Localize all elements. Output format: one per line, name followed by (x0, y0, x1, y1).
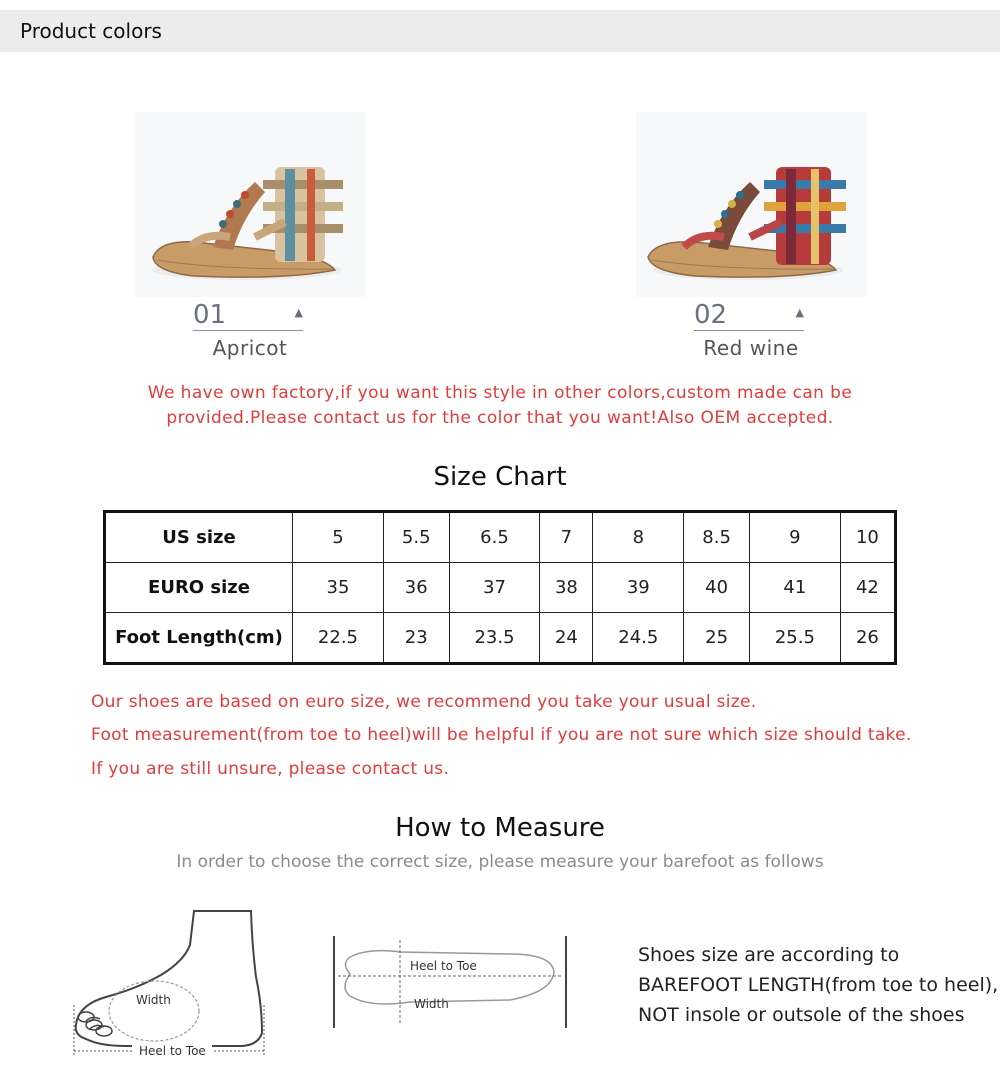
triangle-up-icon: ▲ (294, 306, 303, 319)
table-cell: 36 (383, 563, 449, 613)
table-cell: 6.5 (449, 512, 540, 563)
table-cell: 23 (383, 613, 449, 664)
table-cell: 7 (540, 512, 593, 563)
row-header: Foot Length(cm) (105, 613, 293, 664)
table-cell: 22.5 (293, 613, 384, 664)
note-line: Shoes size are according to (638, 944, 900, 966)
table-cell: 9 (749, 512, 840, 563)
product-number-text: 02 (694, 300, 728, 330)
table-cell: 37 (449, 563, 540, 613)
table-cell: 42 (840, 563, 895, 613)
how-to-measure-subtitle: In order to choose the correct size, please measure your barefoot as follows (176, 852, 824, 872)
table-row (105, 613, 896, 664)
how-to-measure-title: How to Measure (395, 813, 605, 843)
table-cell: 10 (840, 512, 895, 563)
size-note: Our shoes are based on euro size, we recommend you take your usual size. (91, 692, 757, 712)
table-cell: 38 (540, 563, 593, 613)
table-cell: 5.5 (383, 512, 449, 563)
product-name: Apricot (212, 336, 288, 360)
factory-note-line: We have own factory,if you want this style in other colors,custom made can be (147, 383, 853, 403)
table-cell: 35 (293, 563, 384, 613)
product-card-red-wine[interactable] (636, 112, 866, 360)
row-header: US size (105, 512, 293, 563)
product-card-apricot[interactable] (135, 112, 365, 360)
factory-note (100, 381, 900, 431)
table-cell: 39 (593, 563, 684, 613)
table-cell: 23.5 (449, 613, 540, 664)
table-cell: 40 (684, 563, 750, 613)
width-label: Width (136, 993, 171, 1007)
table-cell: 8 (593, 512, 684, 563)
size-note: Foot measurement(from toe to heel)will be helpful if you are not sure which size should take. (91, 725, 912, 745)
foot-top-diagram (330, 932, 570, 1032)
foot-side-diagram (66, 905, 276, 1065)
product-number-text: 01 (193, 300, 227, 330)
table-cell: 8.5 (684, 512, 750, 563)
page-title: Product colors (20, 19, 162, 43)
table-cell: 5 (293, 512, 384, 563)
size-chart-table (103, 510, 897, 665)
table-row (105, 563, 896, 613)
table-cell: 26 (840, 613, 895, 664)
table-row (105, 512, 896, 563)
product-number (193, 300, 303, 331)
table-cell: 25.5 (749, 613, 840, 664)
row-header: EURO size (105, 563, 293, 613)
sandal-image-apricot (135, 112, 365, 297)
size-chart-title: Size Chart (433, 462, 567, 492)
note-line: NOT insole or outsole of the shoes (638, 1004, 965, 1026)
heel-to-toe-label: Heel to Toe (139, 1044, 206, 1058)
note-line: BAREFOOT LENGTH(from toe to heel), (638, 974, 999, 996)
table-cell: 24 (540, 613, 593, 664)
product-name: Red wine (703, 336, 799, 360)
heel-to-toe-label: Heel to Toe (410, 959, 477, 973)
table-cell: 41 (749, 563, 840, 613)
triangle-up-icon: ▲ (795, 306, 804, 319)
sandal-image-red-wine (636, 112, 866, 297)
barefoot-length-note (638, 940, 999, 1030)
product-number (694, 300, 804, 331)
header-bar (0, 10, 1000, 52)
table-cell: 25 (684, 613, 750, 664)
table-cell: 24.5 (593, 613, 684, 664)
factory-note-line: provided.Please contact us for the color that you want!Also OEM accepted. (166, 408, 834, 428)
width-label: Width (414, 997, 449, 1011)
size-note: If you are still unsure, please contact us. (91, 759, 450, 779)
